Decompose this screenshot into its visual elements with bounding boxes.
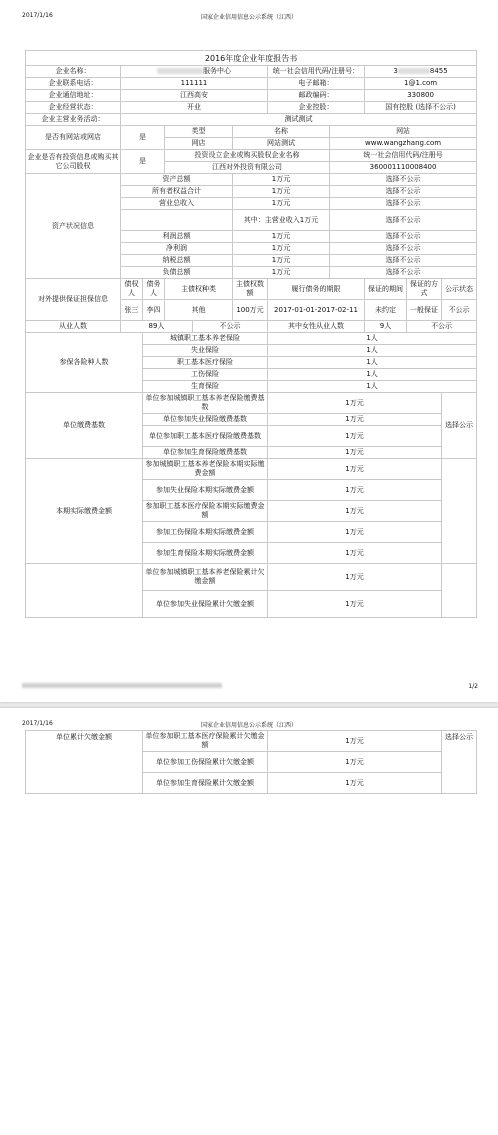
guarantee-cell: 未约定 xyxy=(365,300,407,321)
arrears-value: 1万元 xyxy=(268,773,442,794)
actual-value: 1万元 xyxy=(268,543,442,564)
asset-note: 选择不公示 xyxy=(330,198,477,210)
female-employees-label: 其中女性从业人数 xyxy=(268,321,365,333)
guarantee-header: 保证的方式 xyxy=(407,279,442,300)
actual-label: 本期实际缴费金额 xyxy=(26,459,143,564)
investment-col-code: 统一社会信用代码/注册号 xyxy=(330,150,477,162)
asset-value: 1万元 xyxy=(233,255,330,267)
asset-value: 1万元 xyxy=(233,174,330,186)
guarantee-cell: 一般保证 xyxy=(407,300,442,321)
base-value: 1万元 xyxy=(268,426,442,447)
arrears-item: 单位参加城镇职工基本养老保险累计欠缴金额 xyxy=(143,564,268,591)
website-col-type: 类型 xyxy=(165,126,233,138)
status-value: 开业 xyxy=(121,102,268,114)
arrears-item: 单位参加失业保险累计欠缴金额 xyxy=(143,591,268,618)
insured-item: 职工基本医疗保险 xyxy=(143,357,268,369)
main-business-label: 企业主营业务活动： xyxy=(26,114,121,126)
insured-value: 1人 xyxy=(268,381,477,393)
company-name-value: 服务中心 xyxy=(121,66,268,78)
print-title: 国家企业信用信息公示系统（江西） xyxy=(200,722,297,729)
guarantee-label: 对外提供保证担保信息 xyxy=(26,279,121,321)
guarantee-cell: 2017-01-01-2017-02-11 xyxy=(268,300,365,321)
asset-value: 1万元 xyxy=(233,198,330,210)
arrears-item: 单位参加工伤保险累计欠缴金额 xyxy=(143,752,268,773)
email-label: 电子邮箱： xyxy=(268,78,365,90)
asset-note: 选择不公示 xyxy=(330,255,477,267)
redacted-code xyxy=(398,68,430,74)
base-value: 1万元 xyxy=(268,414,442,426)
website-flag: 是 xyxy=(121,126,165,150)
status-label: 企业经营状态： xyxy=(26,102,121,114)
credit-code-value: 3 8455 xyxy=(365,66,477,78)
phone-label: 企业联系电话： xyxy=(26,78,121,90)
asset-note: 选择不公示 xyxy=(330,210,477,231)
website-name: 网站测试 xyxy=(233,138,330,150)
actual-item: 参加城镇职工基本养老保险本期实际缴费金额 xyxy=(143,459,268,480)
arrears-label-continued xyxy=(26,564,143,618)
asset-value: 1万元 xyxy=(233,231,330,243)
print-title: 国家企业信用信息公示系统（江西） xyxy=(200,14,297,21)
asset-item: 净利润 xyxy=(121,243,233,255)
employees-label: 从业人数 xyxy=(26,321,121,333)
insured-label: 参保各险种人数 xyxy=(26,333,143,393)
insured-item: 城镇职工基本养老保险 xyxy=(143,333,268,345)
asset-item: 所有者权益合计 xyxy=(121,186,233,198)
asset-value: 1万元 xyxy=(233,186,330,198)
actual-value: 1万元 xyxy=(268,501,442,522)
print-footer xyxy=(22,683,478,690)
asset-item: 纳税总额 xyxy=(121,255,233,267)
print-date: 2017/1/16 xyxy=(22,720,53,727)
insured-value: 1人 xyxy=(268,357,477,369)
arrears-value: 1万元 xyxy=(268,731,442,752)
actual-value: 1万元 xyxy=(268,522,442,543)
arrears-note: 选择公示 xyxy=(442,731,477,794)
base-item: 单位参加城镇职工基本养老保险缴费基数 xyxy=(143,393,268,414)
guarantee-cell: 张三 xyxy=(121,300,143,321)
guarantee-header: 债务人 xyxy=(143,279,165,300)
website-col-name: 名称 xyxy=(233,126,330,138)
investment-name: 江西对外投资有限公司 xyxy=(165,162,330,174)
guarantee-cell: 不公示 xyxy=(442,300,477,321)
redacted-url xyxy=(22,683,222,688)
asset-item: 营业总收入 xyxy=(121,198,233,210)
asset-item: 资产总额 xyxy=(121,174,233,186)
redacted-name xyxy=(157,68,203,74)
actual-item: 参加职工基本医疗保险本期实际缴费金额 xyxy=(143,501,268,522)
base-value: 1万元 xyxy=(268,447,442,459)
postcode-value: 330800 xyxy=(365,90,477,102)
base-item: 单位参加失业保险缴费基数 xyxy=(143,414,268,426)
investment-label: 企业是否有投资信息或购买其它公司股权 xyxy=(26,150,121,174)
female-employees-note: 不公示 xyxy=(407,321,477,333)
actual-item: 参加生育保险本期实际缴费金额 xyxy=(143,543,268,564)
base-item: 单位参加职工基本医疗保险缴费基数 xyxy=(143,426,268,447)
phone-value: 111111 xyxy=(121,78,268,90)
investment-code: 360001110008400 xyxy=(330,162,477,174)
arrears-item: 单位参加职工基本医疗保险累计欠缴金额 xyxy=(143,731,268,752)
insured-item: 生育保险 xyxy=(143,381,268,393)
asset-note: 选择不公示 xyxy=(330,243,477,255)
report-page-2 xyxy=(0,708,498,1135)
guarantee-header: 公示状态 xyxy=(442,279,477,300)
actual-note xyxy=(442,459,477,564)
annual-report-table-continued xyxy=(25,730,476,794)
guarantee-header: 债权人 xyxy=(121,279,143,300)
investment-flag: 是 xyxy=(121,150,165,174)
website-url: www.wangzhang.com xyxy=(330,138,477,150)
print-date: 2017/1/16 xyxy=(22,12,53,19)
address-label: 企业通信地址： xyxy=(26,90,121,102)
guarantee-cell: 李四 xyxy=(143,300,165,321)
arrears-label: 单位累计欠缴金额 xyxy=(26,731,143,794)
control-label: 企业控股： xyxy=(268,102,365,114)
insured-item: 失业保险 xyxy=(143,345,268,357)
guarantee-cell: 其他 xyxy=(165,300,233,321)
website-col-site: 网站 xyxy=(330,126,477,138)
guarantee-header: 保证的期间 xyxy=(365,279,407,300)
website-label: 是否有网站或网店 xyxy=(26,126,121,150)
asset-note: 选择不公示 xyxy=(330,186,477,198)
employees-note: 不公示 xyxy=(193,321,268,333)
postcode-label: 邮政编码： xyxy=(268,90,365,102)
guarantee-header: 主债权种类 xyxy=(165,279,233,300)
insured-item: 工伤保险 xyxy=(143,369,268,381)
assets-label: 资产状况信息 xyxy=(26,174,121,279)
guarantee-header: 履行债务的期限 xyxy=(268,279,365,300)
insured-value: 1人 xyxy=(268,369,477,381)
arrears-value: 1万元 xyxy=(268,564,442,591)
annual-report-table xyxy=(25,50,476,618)
asset-value: 其中：主营业收入1万元 xyxy=(233,210,330,231)
base-note: 选择公示 xyxy=(442,393,477,459)
company-name-label: 企业名称： xyxy=(26,66,121,78)
main-business-value: 测试测试 xyxy=(121,114,477,126)
arrears-note-continued xyxy=(442,564,477,618)
address-value: 江西高安 xyxy=(121,90,268,102)
base-item: 单位参加生育保险缴费基数 xyxy=(143,447,268,459)
asset-value: 1万元 xyxy=(233,267,330,279)
arrears-value: 1万元 xyxy=(268,752,442,773)
investment-col-name: 投资设立企业或购买股权企业名称 xyxy=(165,150,330,162)
base-label: 单位缴费基数 xyxy=(26,393,143,459)
actual-item: 参加工伤保险本期实际缴费金额 xyxy=(143,522,268,543)
insured-value: 1人 xyxy=(268,345,477,357)
page-number: 1/2 xyxy=(468,683,478,690)
email-value: 1@1.com xyxy=(365,78,477,90)
actual-value: 1万元 xyxy=(268,459,442,480)
asset-item xyxy=(121,210,233,231)
guarantee-header: 主债权数额 xyxy=(233,279,268,300)
female-employees-value: 9人 xyxy=(365,321,407,333)
website-type: 网店 xyxy=(165,138,233,150)
asset-note: 选择不公示 xyxy=(330,231,477,243)
arrears-value: 1万元 xyxy=(268,591,442,618)
control-value: 国有控股 (选择不公示) xyxy=(365,102,477,114)
asset-item: 利润总额 xyxy=(121,231,233,243)
insured-value: 1人 xyxy=(268,333,477,345)
asset-note: 选择不公示 xyxy=(330,174,477,186)
asset-item: 负债总额 xyxy=(121,267,233,279)
base-value: 1万元 xyxy=(268,393,442,414)
employees-value: 89人 xyxy=(121,321,193,333)
guarantee-cell: 100万元 xyxy=(233,300,268,321)
credit-code-label: 统一社会信用代码/注册号： xyxy=(268,66,365,78)
report-title: 2016年度企业年度报告书 xyxy=(26,51,477,66)
actual-value: 1万元 xyxy=(268,480,442,501)
asset-note: 选择不公示 xyxy=(330,267,477,279)
asset-value: 1万元 xyxy=(233,243,330,255)
arrears-item: 单位参加生育保险累计欠缴金额 xyxy=(143,773,268,794)
actual-item: 参加失业保险本期实际缴费金额 xyxy=(143,480,268,501)
